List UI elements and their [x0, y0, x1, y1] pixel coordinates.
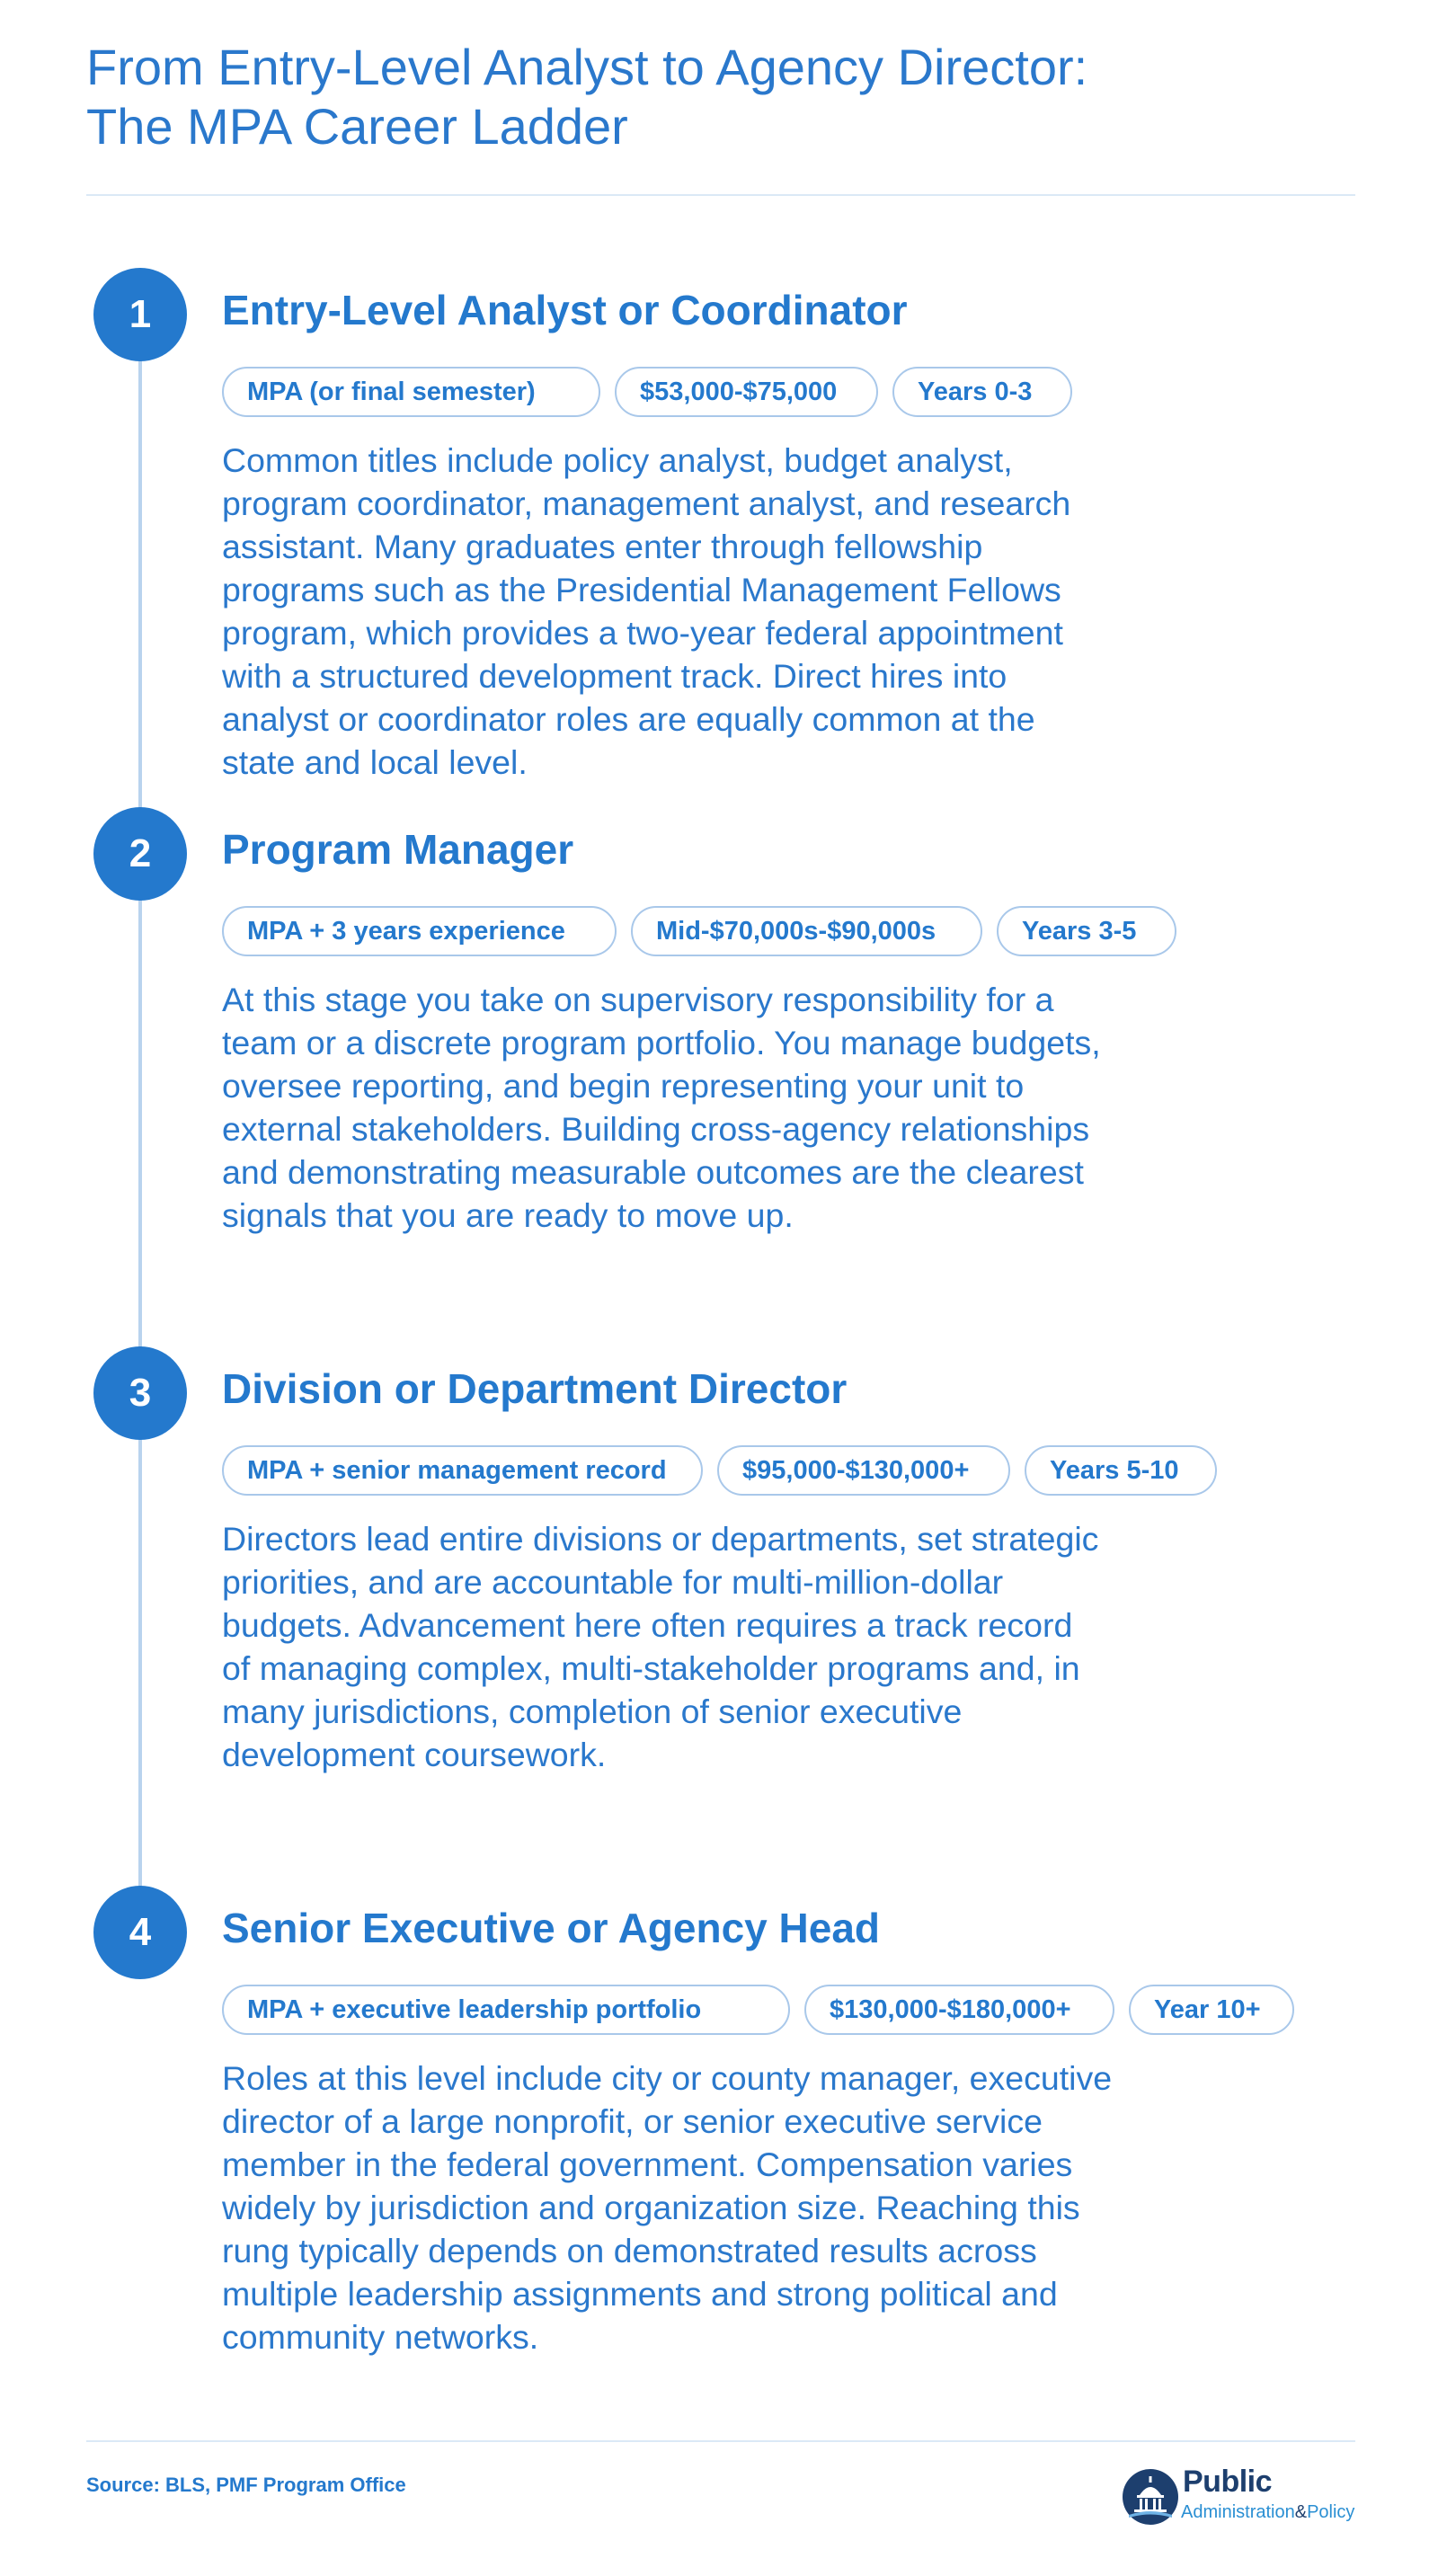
step-number-badge: 3 — [93, 1346, 187, 1440]
logo-subtitle — [1181, 2502, 1354, 2523]
years-tag: Years 5-10 — [1025, 1445, 1217, 1496]
page-title-line-1: From Entry-Level Analyst to Agency Director: — [86, 39, 1088, 95]
step-number-badge: 2 — [93, 807, 187, 901]
requirement-tag: MPA + 3 years experience — [222, 906, 617, 956]
step-tags — [222, 367, 1072, 417]
step-description: Roles at this level include city or county manager, executive director of a large nonprofit, or senior executive service member in the federal government. Compensation varies widely by jurisdiction and organization size. Reaching this rung typically depends on demonstrated results across multiple leadership assignments and strong political and community networks. — [222, 2059, 1113, 2356]
page-title-line-2: The MPA Career Ladder — [86, 98, 628, 155]
step-title: Division or Department Director — [222, 1365, 848, 1412]
header-divider — [86, 194, 1355, 196]
step-tags — [222, 906, 1176, 956]
salary-tag: $130,000-$180,000+ — [804, 1985, 1114, 2035]
logo-wordmark: Public — [1183, 2465, 1273, 2499]
timeline-connector — [138, 315, 142, 1896]
years-tag: Year 10+ — [1129, 1985, 1294, 2035]
requirement-tag: MPA (or final semester) — [222, 367, 600, 417]
salary-tag: $95,000-$130,000+ — [717, 1445, 1010, 1496]
logo-subtitle-part-1: Administration — [1181, 2502, 1295, 2522]
step-tags — [222, 1445, 1217, 1496]
step-title: Entry-Level Analyst or Coordinator — [222, 287, 908, 333]
step-number-badge: 4 — [93, 1886, 187, 1979]
salary-tag: $53,000-$75,000 — [615, 367, 878, 417]
salary-tag: Mid-$70,000s-$90,000s — [631, 906, 982, 956]
step-tags — [222, 1985, 1294, 2035]
logo-subtitle-part-2: Policy — [1307, 2502, 1355, 2522]
step-description: At this stage you take on supervisory responsibility for a team or a discrete program portfolio. You manage budgets, oversee reporting, and begin representing your unit to external stakeholders. Building cross-agency relationships and demonstrating measurable outcomes are the clearest signals that you are ready to move up. — [222, 981, 1101, 1234]
source-note: Source: BLS, PMF Program Office — [86, 2474, 406, 2496]
step-title: Senior Executive or Agency Head — [222, 1905, 881, 1951]
step-title: Program Manager — [222, 826, 574, 873]
step-description: Common titles include policy analyst, budget analyst, program coordinator, management analyst, and research assistant. Many graduates enter through fellowship programs such as the Presidential Management Fellows program, which provides a two-year federal appointment with a structured development track. Direct hires into analyst or coordinator roles are equally common at the state and local level. — [222, 441, 1071, 781]
page-title — [86, 38, 1255, 156]
years-tag: Years 0-3 — [892, 367, 1072, 417]
years-tag: Years 3-5 — [997, 906, 1176, 956]
logo-ampersand: & — [1294, 2502, 1308, 2522]
capitol-dome-icon — [1122, 2468, 1179, 2526]
step-description: Directors lead entire divisions or departments, set strategic priorities, and are accountable for multi-million-dollar budgets. Advancement here often requires a track record of managing complex, multi-stakeholder programs and, in many jurisdictions, completion of senior executive development coursework. — [222, 1520, 1099, 1773]
publisher-logo — [1122, 2465, 1364, 2529]
requirement-tag: MPA + senior management record — [222, 1445, 703, 1496]
requirement-tag: MPA + executive leadership portfolio — [222, 1985, 790, 2035]
step-number-badge: 1 — [93, 268, 187, 361]
footer-divider — [86, 2440, 1355, 2442]
